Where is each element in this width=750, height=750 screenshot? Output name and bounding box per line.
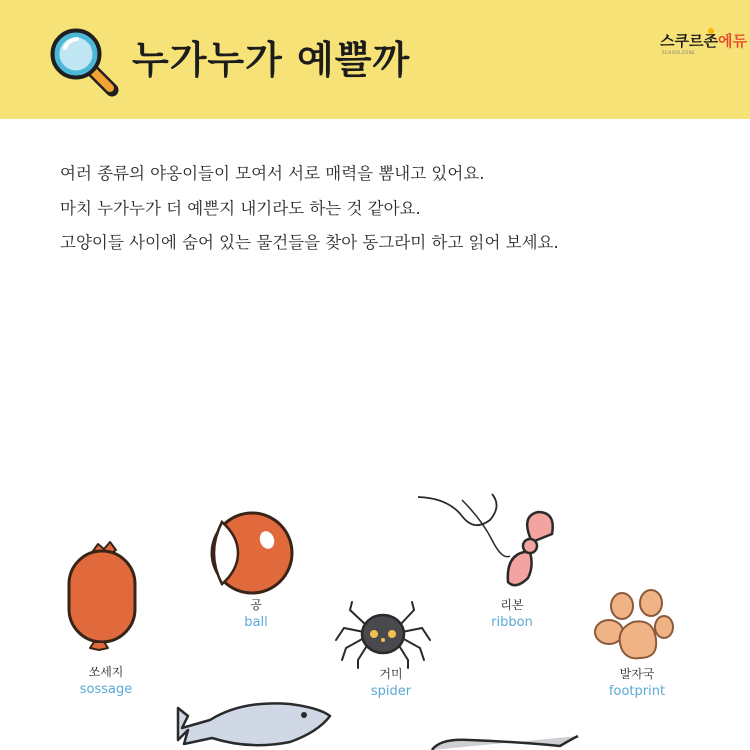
item-label-korean: 리본 — [500, 598, 524, 612]
ribbon-icon — [418, 494, 553, 585]
item-label-english: ribbon — [491, 615, 533, 630]
page-title: 누가누가 예쁠까 — [132, 38, 411, 82]
spider-icon — [336, 602, 430, 668]
ball-icon — [212, 513, 292, 593]
fish-icon — [178, 703, 330, 745]
intro-line: 여러 종류의 야옹이들이 모여서 서로 매력을 뽐내고 있어요. — [60, 164, 485, 183]
item-label-korean: 공 — [250, 598, 262, 612]
item-label-english: footprint — [608, 684, 666, 699]
sausage-icon — [69, 542, 135, 650]
intro-line: 마치 누가누가 더 예쁜지 내기라도 하는 것 같아요. — [60, 198, 421, 218]
item-label-english: ball — [244, 615, 268, 630]
item-label-korean: 발자국 — [619, 667, 655, 681]
item-label-english: sossage — [79, 682, 133, 697]
logo-main-text: 스쿠르존 — [660, 32, 718, 50]
item-label-korean: 거미 — [379, 667, 403, 681]
item-label-ribbon — [452, 597, 572, 633]
logo-accent-text: 에듀 — [717, 32, 747, 50]
footprint-icon — [595, 590, 673, 658]
intro-line: 고양이들 사이에 숨어 있는 물건들을 찾아 동그라미 하고 읽어 보세요. — [60, 233, 559, 252]
logo-subtext: SCHOOLZONE — [662, 50, 696, 55]
item-label-korean: 쏘세지 — [88, 665, 124, 679]
item-label-sausage — [46, 664, 166, 700]
item-label-english: spider — [370, 684, 412, 699]
cat-partial-icon — [432, 736, 578, 750]
item-label-ball — [196, 597, 316, 633]
item-label-spider — [331, 666, 451, 702]
item-label-footprint — [577, 666, 697, 702]
